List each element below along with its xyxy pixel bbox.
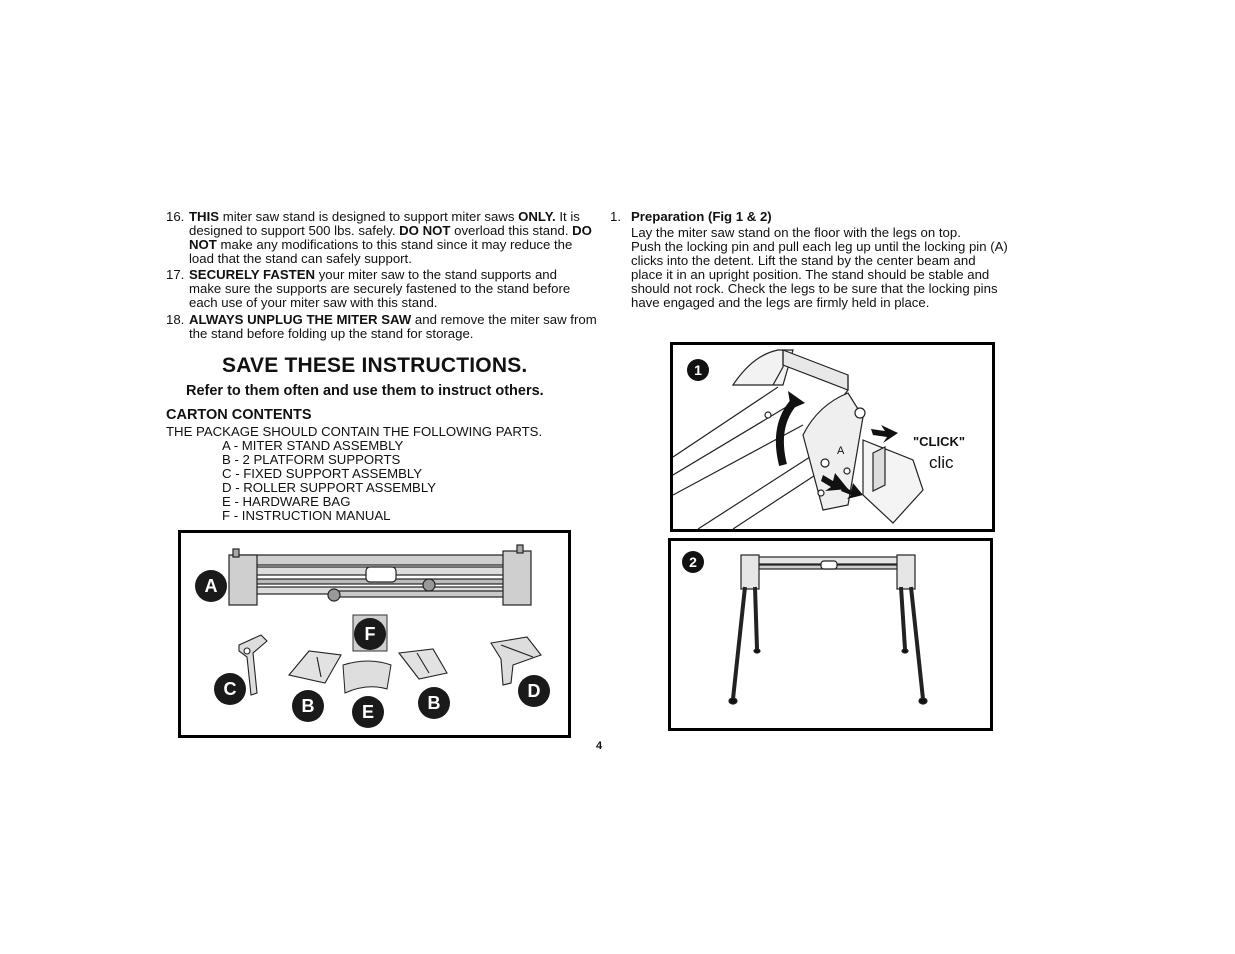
locking-pin-label: A	[837, 445, 845, 457]
step-line: clicks into the detent. Lift the stand by the center beam and	[631, 253, 976, 268]
step-line: Push the locking pin and pull each leg up until the locking pin (A)	[631, 239, 1008, 254]
figure-2-illustration	[671, 541, 990, 728]
click-arrow-drawing	[871, 425, 898, 443]
part-c: C - FIXED SUPPORT ASSEMBLY	[222, 466, 423, 481]
label-d: D	[518, 675, 550, 707]
page-number: 4	[596, 740, 603, 752]
save-instructions-title: SAVE THESE INSTRUCTIONS.	[222, 354, 528, 377]
step-1-title: Preparation (Fig 1 & 2)	[631, 209, 772, 224]
clic-label: clic	[929, 453, 954, 472]
parts-list	[222, 439, 436, 523]
step-1-number: 1.	[610, 209, 621, 224]
part-b: B - 2 PLATFORM SUPPORTS	[222, 452, 401, 467]
carton-contents-figure	[178, 530, 571, 738]
click-label: "CLICK"	[913, 434, 966, 449]
carton-contents-title: CARTON CONTENTS	[166, 407, 312, 423]
label-b-right: B	[418, 687, 450, 719]
item-number: 16.	[166, 209, 185, 224]
label-b-left: B	[292, 690, 324, 722]
item-body: ALWAYS UNPLUG THE MITER SAW and remove the miter saw from the stand before folding up the stand for storage.	[189, 312, 597, 341]
part-a: A - MITER STAND ASSEMBLY	[222, 438, 404, 453]
label-f: F	[354, 618, 386, 650]
label-e: E	[352, 696, 384, 728]
step-1-body	[631, 226, 1051, 310]
part-f: F - INSTRUCTION MANUAL	[222, 508, 391, 523]
item-body: THIS miter saw stand is designed to support miter saws ONLY. It is designed to support 500 lbs. safely. DO NOT overload this stand. DO NOT make any modifications to this stand since it may reduce the load that the stand can safely support.	[189, 209, 592, 266]
part-d: D - ROLLER SUPPORT ASSEMBLY	[222, 480, 436, 495]
figure-1-number: 1	[687, 359, 709, 381]
item-number: 18.	[166, 312, 185, 327]
figure-1	[670, 342, 995, 532]
carton-intro: THE PACKAGE SHOULD CONTAIN THE FOLLOWING PARTS.	[166, 424, 543, 439]
hardware-bag-drawing	[343, 661, 391, 693]
label-c: C	[214, 673, 246, 705]
step-line: Lay the miter saw stand on the floor with the legs on top.	[631, 225, 961, 240]
part-e: E - HARDWARE BAG	[222, 494, 351, 509]
step-line: place it in an upright position. The stand should be stable and	[631, 267, 990, 282]
figure-2-number: 2	[682, 551, 704, 573]
label-a: A	[195, 570, 227, 602]
step-line: should not rock. Check the legs to be sure that the locking pins	[631, 281, 998, 296]
figure-2	[668, 538, 993, 731]
step-line: have engaged and the legs are firmly held in place.	[631, 295, 930, 310]
item-number: 17.	[166, 267, 185, 282]
save-instructions-subtitle: Refer to them often and use them to instruct others.	[186, 383, 544, 399]
item-body: SECURELY FASTEN your miter saw to the stand supports and make sure the supports are securely fastened to the stand before each use of your miter saw with this stand.	[189, 267, 571, 310]
stand-assembly-drawing	[229, 545, 531, 605]
